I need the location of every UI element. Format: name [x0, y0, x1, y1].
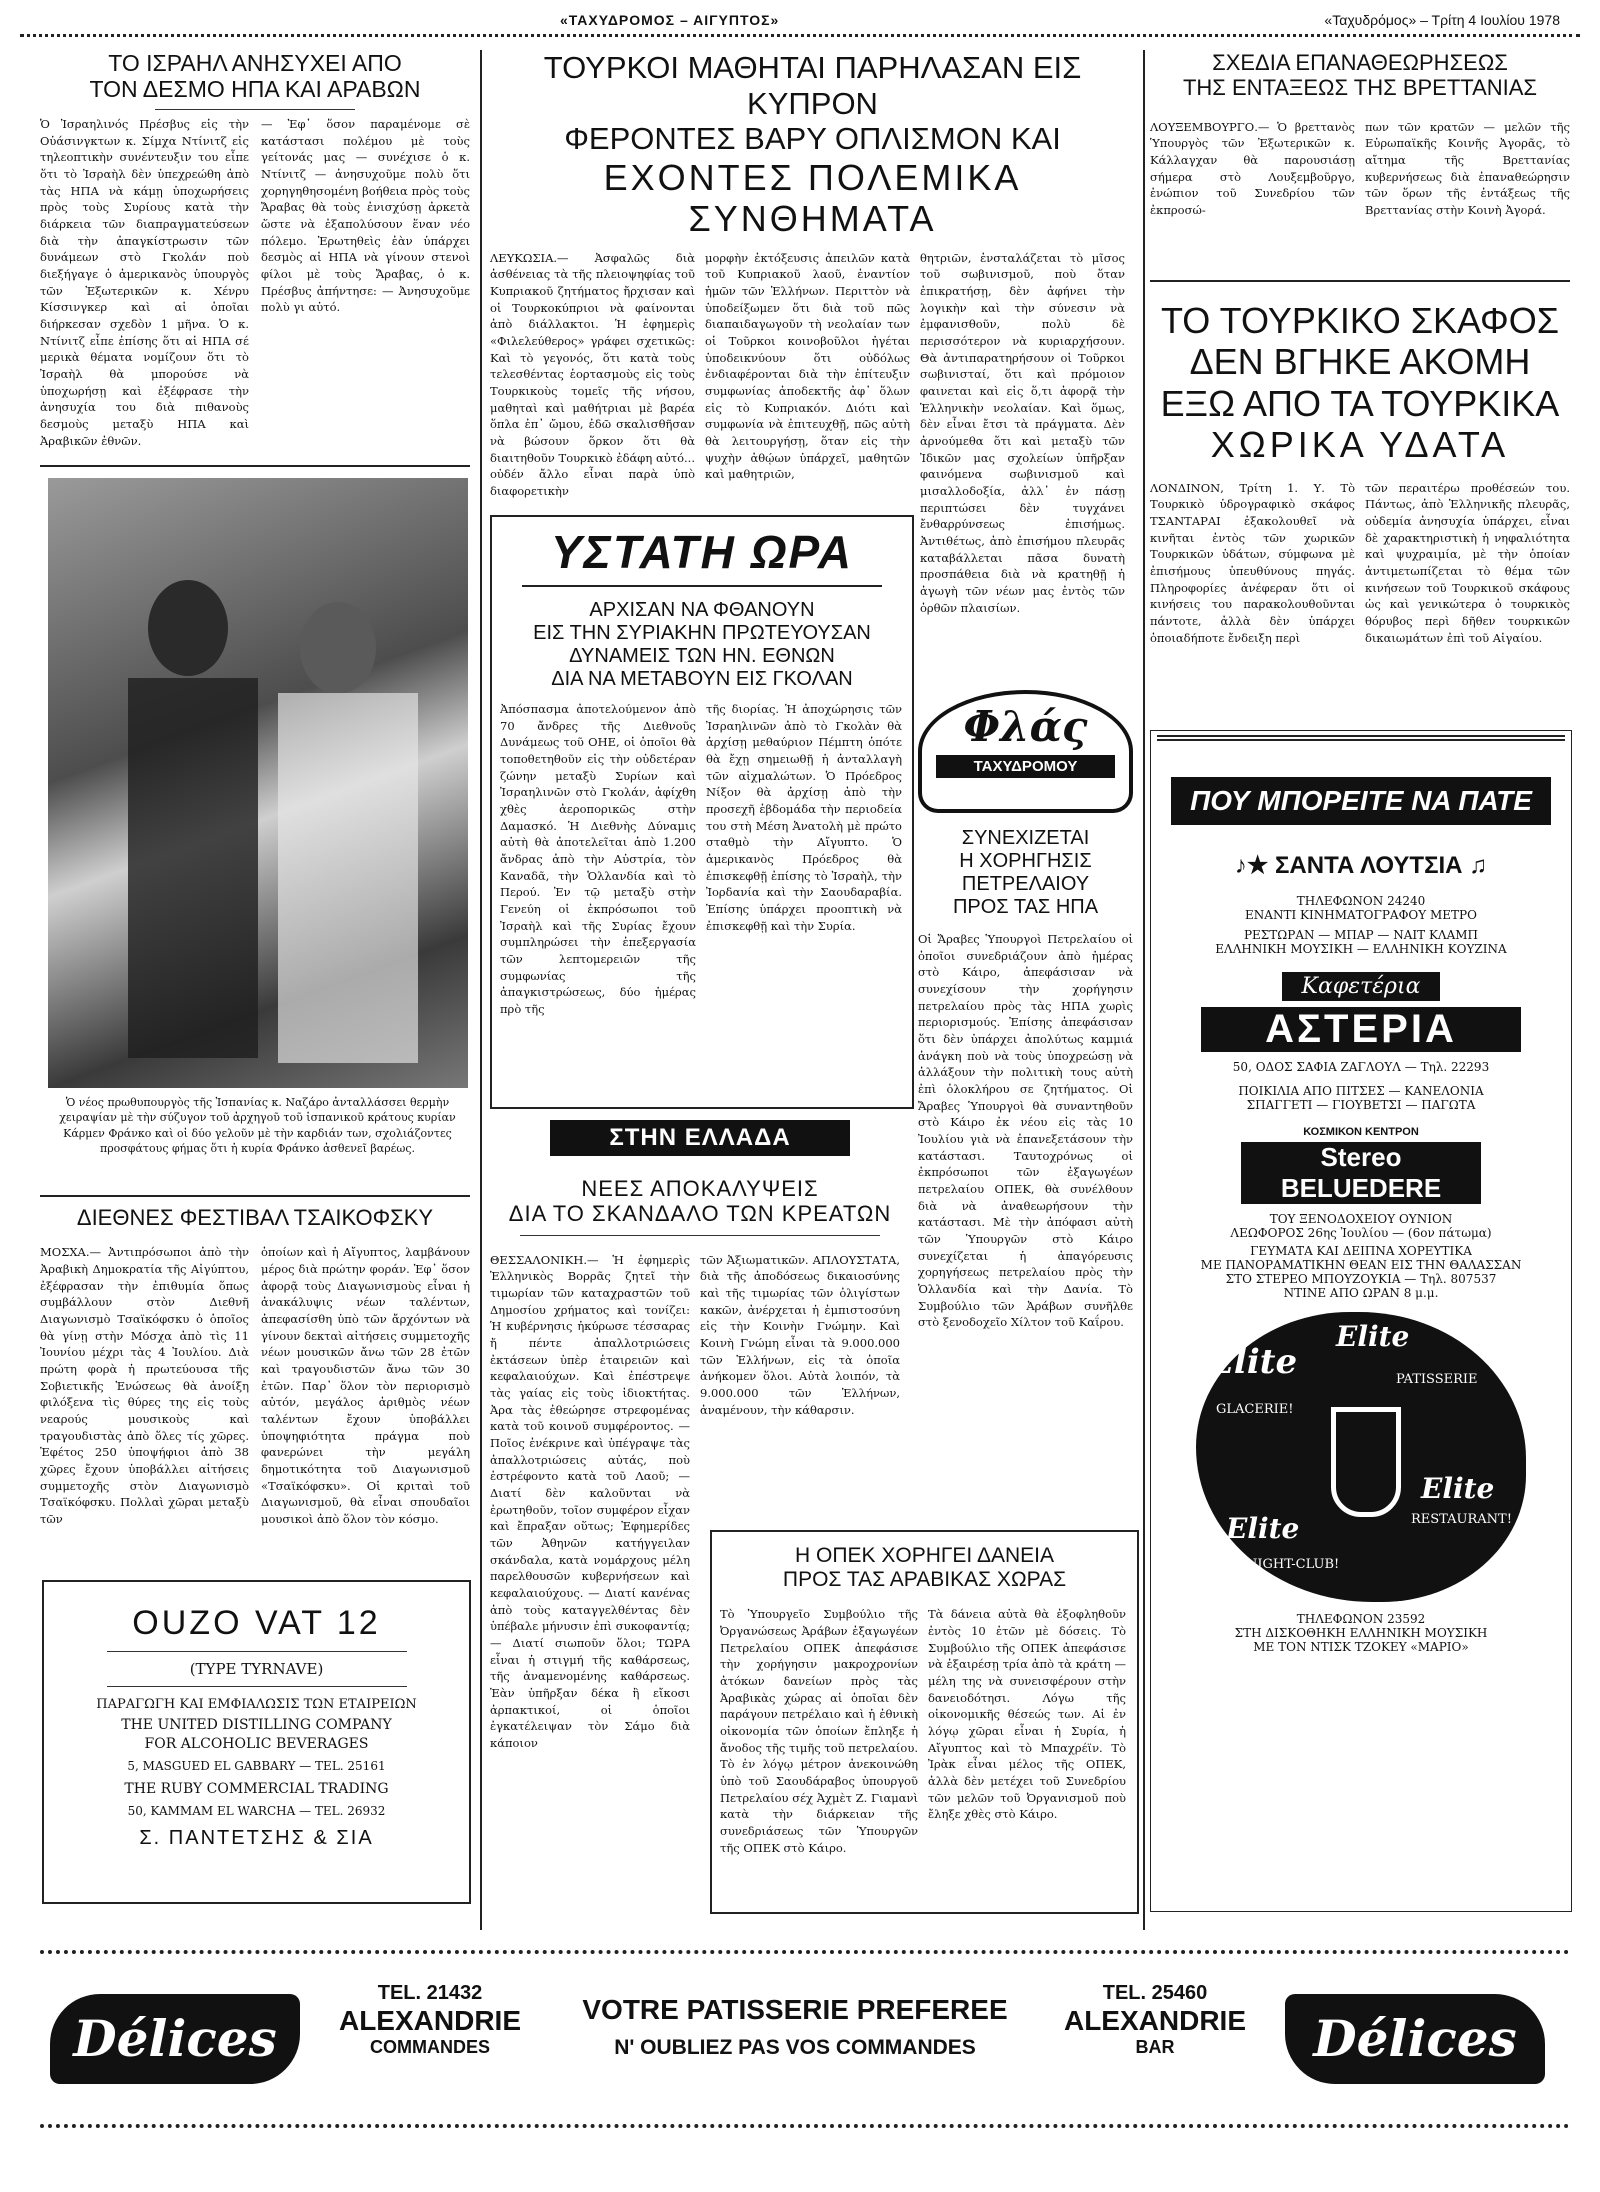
last-hour-box — [490, 515, 914, 1109]
last-hour-title-line: ΑΡΧΙΣΑΝ ΝΑ ΦΘΑΝΟΥΝ — [589, 599, 815, 621]
israel-body: Ὁ Ἰσραηλινός Πρέσβυς εἰς τὴν Οὐάσινγκτων κ. Σίμχα Ντίνιτζ εἰς τηλεοπτικὴν συνέντευξιν του εἶπε ὅτι τὸ Ἰσραὴλ δὲν ὑπεχρεώθη ἀπὸ τὰς ΗΠΑ νὰ κάμῃ ὑποχωρήσεις πρὸς τοὺς Συρίους κατὰ τὴν διάρκεια τῶν διαπραγματεύσεων διὰ τὴν ἀπαγκίστρωσιν τῶν δυνάμεων στὸ Γκολάν ποὺ διεξήγαγε ὁ ἀμερικανὸς ὑπουργὸς τῶν Ἐξωτερικῶν κ. Χένρυ Κίσσινγκερ καὶ αἱ ὁποῖαι διήρκεσαν σχεδὸν 1 μῆνα. Ὁ κ. Ντίνιτζ εἶπε ἐπίσης ὅτι αἱ ΗΠΑ σέ μερικὰ θέματα νομίζουν ὅτι τὸ Ἰσραὴλ θὰ μπορούσε νὰ ὑποχωρήσῃ καὶ ἐξέφρασε τὴν ἀνησυχία του διὰ πιθανοὺς δεσμοὺς μεταξὺ ΗΠΑ καὶ Ἀραβικῶν ἐθνῶν. — [40, 116, 249, 448]
britain-title-line: ΣΧΕΔΙΑ ΕΠΑΝΑΘΕΩΡΗΣΕΩΣ — [1212, 50, 1508, 75]
vessel-title-line: ΤΟ ΤΟΥΡΚΙΚΟ ΣΚΑΦΟΣ — [1160, 300, 1560, 341]
delices-city: ALEXANDRIE — [1063, 2005, 1246, 2036]
elite-patisserie: PATISSERIE — [1396, 1372, 1478, 1387]
israel-body: — Ἐφ᾽ ὅσον παραμένομε σὲ κατάστασι πολέμου μὲ τοὺς γείτονάς μας — συνέχισε ὁ κ. Ντίνιτζ — ἀνησυχοῦμε πολὺ ὅτι χορηγηθησομένη βοήθεια πρὸς τοὺς Ἄραβας θὰ τοὺς ἐνισχύσῃ ἀρκετὰ ὥστε νὰ ἐξαπολύσουν ἕναν νέο πόλεμο. Ἐρωτηθεὶς ἐὰν ὑπάρχει δεσμὸς αἱ ΗΠΑ νὰ γίνουν στενοὶ φίλοι μὲ τοὺς Ἄραβας, ὁ κ. Πρέσβυς ἀπήντησε: — Ἀνησυχοῦμε πολὺ γι αὐτό. — [261, 116, 470, 315]
column-rule — [480, 50, 482, 1930]
last-hour-label: ΥΣΤΑΤΗ ΩΡΑ — [550, 526, 854, 578]
elite-ad — [1196, 1312, 1526, 1602]
santa-lucia-line: ΡΕΣΤΩΡΑΝ — ΜΠΑΡ — ΝΑΙΤ ΚΛΑΜΠ — [1243, 928, 1479, 942]
asteria-line: ΣΠΑΓΓΕΤΙ — ΓΙΟΥΒΕΤΣΙ — ΠΑΓΩΤΑ — [1246, 1098, 1476, 1112]
elite-logo: Elite — [1421, 1472, 1495, 1505]
vessel-body: ΛΟΝΔΙΝΟΝ, Τρίτη 1. Υ. Τὸ Τουρκικὸ ὑδρογραφικὸ σκάφος ΤΣΑΝΤΑΡΑΙ ἐξακολουθεῖ νὰ κινῆται ἐντὸς τῶν χωρικῶν Τουρκικῶν ὑδάτων, σύμφωνα μὲ ἐπισήμους ὑπευθύνους πηγάς. Πληροφορίες ἀνέφεραν ὅτι οἱ κινήσεις του παρακολουθοῦνται πάντοτε, ἀλλὰ δὲν ὑπάρχει ὁποιαδήποτε ἔνδειξη περὶ — [1150, 480, 1355, 645]
turkish-body: ΛΕΥΚΩΣΙΑ.— Ἀσφαλῶς διὰ ἀσθένειας τὰ τῆς πλειοψηφίας τοῦ Κυπριακοῦ ζητήματος ἤρχισαν καὶ οἱ Τουρκοκύπριοι νὰ φαίνονται ἀπὸ διάλλακτοι. Ἡ ἐφημερὶς «Φιλελεύθερος» γράφει σχετικῶς: Καὶ τὸ γεγονός, ὅτι κατὰ τοὺς τελεσθέντας ἑορτασμοὺς εἰς τοὺς Τουρκικοὺς τομεῖς τῆς νήσου, μαθηταὶ καὶ μαθήτριαι μὲ βαρέα ὅπλα ἐπ᾽ ὤμου, ἐδῶ σκαλισθῆσαν νὰ βώσουν ὅρκον ὅτι θὰ διαιτηθοῦν Τουρκικὸ ἐδάφη αὐτό... οὐδέν ἄλλο εἶναι παρὰ ὑπὸ διαφορετικὴν — [490, 250, 695, 499]
asteria-script: Καφετέρια — [1282, 972, 1441, 1001]
flash-article — [918, 690, 1133, 1621]
belvedere-tag: ΚΟΣΜΙΚΟΝ ΚΕΝΤΡΟΝ — [1303, 1126, 1419, 1138]
ouzo-name: OUZO VAT 12 — [132, 1604, 381, 1642]
header-center: «ΤΑΧΥΔΡΟΜΟΣ – ΑΙΓΥΠΤΟΣ» — [560, 12, 780, 28]
elite-logo: Elite — [1336, 1320, 1410, 1353]
opec-body: Τὰ δάνεια αὐτὰ θὰ ἐξοφληθοῦν ἐντὸς 10 ἐτῶν μὲ δόσεις. Τὸ Συμβούλιο τῆς ΟΠΕΚ ἀπεφάσισε νὰ ἐξαιρέσῃ τρία ἀπὸ τὰ κράτη — μέλη της νὰ συνεισφέρουν στὴν δανειοδότησι. Λόγω τῆς οἰκονομικῆς θέσεώς των. Αἱ ἐν λόγῳ χῶραι εἶναι ἡ Συρία, ἡ Αἴγυπτος καὶ τὸ Μπαχρέϊν. Τὸ Ἰρὰκ εἶναι μέλος τῆς ΟΠΕΚ, ἀλλὰ δὲν μετέχει τοῦ Συνεδρίου τῶν μελῶν τοῦ Ὀργανισμοῦ ποὺ ἔληξε χθὲς στὸ Κάιρο. — [928, 1607, 1126, 1822]
opec-body: Τὸ Ὑπουργεῖο Συμβούλιο τῆς Ὀργανώσεως Ἀράβων ἐξαγωγέων Πετρελαίου ΟΠΕΚ ἀπεφάσισε τὴν χορήγησιν μακροχρονίων ἀτόκων δανείων πρὸς τὰς Ἀραβικὰς χώρας αἱ ὁποῖαι δὲν παράγουν πετρέλαιο καὶ ἡ ἐθνικὴ οἰκονομία τῶν ὁποίων ἔπληξε ἡ ἄνοδος τῆς τιμῆς τοῦ πετρελαίου. Τὸ ἐν λόγῳ μέτρον ἀνεκοινώθη ὑπὸ τοῦ Σαουδάραβος ὑπουργοῦ Πετρελαίου σέχ Ἀχμὲτ Ζ. Γιαμανὶ κατὰ τὴν διάρκειαν τῆς συνεδριάσεως τῶν Ὑπουργῶν τῆς ΟΠΕΚ στὸ Κάιρο. — [720, 1607, 918, 1855]
santa-lucia-tel: ΤΗΛΕΦΩΝΟΝ 24240 — [1296, 894, 1426, 908]
britain-article — [1150, 50, 1570, 219]
britain-body: ΛΟΥΞΕΜΒΟΥΡΓΟ.— Ὁ βρεττανὸς Ὑπουργὸς τῶν Ἐξωτερικῶν κ. Κάλλαγχαν θὰ παρουσιάσῃ σήμερα στὸ Λουξεμβοῦργο, ἐνώπιον τοῦ Συνεδρίου τῶν ἐκπροσώ- — [1150, 119, 1355, 217]
belvedere-ad — [1151, 1126, 1571, 1300]
where-to-go-banner: ΠΟΥ ΜΠΟΡΕΙΤΕ ΝΑ ΠΑΤΕ — [1171, 777, 1551, 825]
elite-logo: Elite — [1226, 1512, 1300, 1545]
britain-body: πων τῶν κρατῶν — μελῶν τῆς Εὐρωπαϊκῆς Κοινῆς Ἀγορᾶς, τὸ αἴτημα τῆς Βρεττανίας κυβερνήσεως διὰ ἐπαναθεώρησιν τῶν ὅρων τῆς ἐντάξεως τῆς Βρεττανίας στὴν Κοινὴ Ἀγορά. — [1365, 119, 1570, 217]
ouzo-line: 5, MASGUED EL GABBARY — TEL. 25161 — [127, 1758, 386, 1773]
glass-icon — [1331, 1407, 1401, 1517]
delices-ad — [40, 1950, 1570, 2128]
delices-sub: COMMANDES — [370, 2037, 490, 2057]
santa-lucia-ad — [1151, 851, 1571, 956]
news-photo — [48, 478, 468, 1088]
last-hour-title-line: ΕΙΣ ΤΗΝ ΣΥΡΙΑΚΗΝ ΠΡΩΤΕΥΟΥΣΑΝ — [533, 622, 871, 644]
turkish-body: θητριῶν, ἐνσταλάζεται τὸ μῖσος τοῦ σωβινισμοῦ, ποὺ ὅταν ἐπικρατήσῃ, δὲν ἀφήνει τὴν λογικὴν καὶ τὴν σύνεσιν νὰ ἐμφανισθοῦν, πολὺ δὲ περισσότερον νὰ κυριαρχήσουν. Θὰ ἀντιπαρατηρήσουν οἱ Τοῦρκοι σωβινισταί, ὅτι καὶ πρόμοιον φαινεται καὶ εἰς ὅ,τι ἀφορᾷ τὴν Ἑλληνικὴν νεολαίαν. Καὶ ὅμως, δὲν εἶναι ἔτσι τὰ πράγματα. Δὲν ἀρνούμεθα ὅτι καὶ μεταξὺ τῶν Ἰδικῶν μας σχολείων ὑπῆρξαν φαινόμενα σωβινισμοῦ καὶ μισαλλοδοξία, ἀλλ᾽ ἐν πάσῃ περιπτώσει δὲν τυγχάνει ἔνθαρρύνσεως ἐπισήμως. Ἀντιθέτως, ἀπὸ ἐπισήμου πλευρᾶς καταβάλλεται πᾶσα δυνατὴ προσπάθεια διὰ νὰ κρατηθῇ ἡ ἀγωγὴ τῶν νέων μας ἐντὸς τῶν ὀρθῶν πλαισίων. — [920, 250, 1125, 615]
ouzo-line: THE RUBY COMMERCIAL TRADING — [124, 1780, 389, 1797]
festival-body: ὁποίων καὶ ἡ Αἴγυπτος, λαμβάνουν μέρος διὰ πρώτην φοράν. Ἐφ᾽ ὅσον ἀφορᾷ τοὺς Διαγωνισμοὺς εἶναι ἡ ἀνακάλυψις νέων ταλέντων, ἀπεφασίσθη ὑπὸ τῶν ἄρχόντων νὰ γίνουν δεκταὶ αἰτήσεις συμμετοχῆς νέων μουσικῶν ἄνω τῶν 28 ἐτῶν καὶ τραγουδιστῶν ἄνω τῶν 30 ἐτῶν. Παρ᾽ ὅλον τὸν περιορισμὸ αὐτόν, μεγάλος ἀριθμὸς νέων ταλέντων ἔχουν ὑποβάλλει ὑποψηφιότητα πράγμα ποὺ φανερώνει τὴν μεγάλη δημοτικότητα τοῦ Διαγωνισμοῦ «Τσαϊκόφσκυ». Οἱ κριταὶ τοῦ Διαγωνισμοῦ, θὰ εἶναι σπουδαῖοι μουσικοὶ ἀπὸ ὅλον τὸν κόσμο. — [261, 1245, 470, 1527]
flash-title-line: ΠΕΤΡΕΛΑΙΟΥ — [961, 873, 1090, 895]
belvedere-line: ΤΟΥ ΞΕΝΟΔΟΧΕΙΟΥ ΟΥΝΙΟΝ — [1269, 1212, 1453, 1226]
elite-restaurant: RESTAURANT! — [1411, 1512, 1512, 1527]
delices-logo-right: Délices — [1285, 1994, 1545, 2084]
asteria-addr: 50, ΟΔΟΣ ΣΑΦΙΑ ΖΑΓΛΟΥΛ — Τηλ. 22293 — [1232, 1060, 1490, 1074]
flash-body: Οἱ Ἄραβες Ὑπουργοὶ Πετρελαίου οἱ ὁποῖοι συνεδριάζουν ἀπὸ ἡμέρας στὸ Κάιρο, ἀπεφάσισαν νὰ συνεχίσουν τὴν χορήγησιν πετρελαίου πρὸς τὰς ΗΠΑ χωρὶς περιορισμούς. Ἐπίσης ἀπεφάσισαν ὅτι δὲν ὑπάρχει ἀπολύτως καμμιά ἀνάγκη ποὺ νὰ τοὺς ὑποχρεώσῃ νὰ ἀλλάξουν τὴν πολιτικὴ τους αὐτὴ ἐπὶ ὁλοκλήρου σε ζητήματος. Οἱ Ἄραβες Ὑπουργοὶ θὰ συναντηθοῦν στὸ Κάιρο ἐκ νέου εἰς τὰς 10 Ἰουλίου γιὰ νὰ ἐπανεξετάσουν τὴν κατάστασι. Ταυτοχρόνως οἱ ἐκπρόσωποι τῶν ἐξαγωγέων πετρελαίου ΟΠΕΚ, θὰ συνέλθουν διὰ νὰ ἀναθεωρήσουν τὴν κατάστασι. Μὲ τὴν ἀπόφασι αὐτὴ τῶν Ὑπουργῶν στὸ Κάιρο συνεχίζεται ἡ ἀπαγόρευσις χορηγήσεως πετρελαίου πρὸς τὴν Ὁλλανδία καὶ τὴν Δανία. Τὸ Συμβούλιο τῶν Ἀράβων συνῆλθε στὸ ξενοδοχεῖο Χίλτον τοῦ Καΐρου. — [918, 932, 1133, 1330]
delices-city: ALEXANDRIE — [338, 2005, 521, 2036]
festival-body: ΜΟΣΧΑ.— Ἀντιπρόσωποι ἀπὸ τὴν Ἀραβικὴ Δημοκρατία τῆς Αἰγύπτου, ἐξέφρασαν τὴν ἐπιθυμία ὅπως συμβάλλουν στὸν Διεθνῆ Διαγωνισμὸ Τσαϊκόφσκυ ὁ ὁποῖος θὰ γίνῃ στὴν Μόσχα ἀπὸ τὶς 11 Ἰουνίου μέχρι τὰς 4 Ἰουλίου. Διὰ πρώτη φορὰ ἡ πρωτεύουσα τῆς Σοβιετικῆς Ἑνώσεως θὰ ἀνοίξη φιλόξενα τὶς θύρες της εἰς τοὺς νεαρούς μουσικοὺς καὶ τραγουδιστὰς ἀπὸ ὅλες τίς χῶρες. Ἐφέτος 250 ὑποψήφιοι ἀπὸ 38 χῶρες ἔχουν ὑποβάλλει αἰτήσεις συμμετοχῆς στὸν Διαγωνισμὸ Τσαϊκόφσκυ. Πολλαὶ χῶραι μεταξὺ τῶν — [40, 1245, 249, 1527]
elite-tel: ΤΗΛΕΦΩΝΟΝ 23592 — [1296, 1612, 1426, 1626]
vessel-body: τῶν περαιτέρω προθέσεών του. Πάντως, ἀπὸ Ἑλληνικῆς πλευρᾶς, οὐδεμία ἀνησυχία ὑπάρχει, εἶναι δὲ χαρακτηριστικὴ ἡ νηφαλιότητα καὶ ψυχραιμία, μὲ τὴν ὁποίαν ἀντιμετωπίζεται τὸ θέμα τῶν κινήσεων τοῦ Τουρκικοῦ σκάφους ὡς καὶ γενικώτερα ὁ τουρκικὸς θόρυβος περὶ δῆθεν τουρκικῶν δικαιωμάτων ἐπὶ τοῦ Αἰγαίου. — [1365, 480, 1570, 645]
delices-tel: TEL. 25460 — [1102, 1982, 1208, 2004]
flash-title-line: ΣΥΝΕΧΙΖΕΤΑΙ — [961, 827, 1090, 849]
flash-logo — [918, 690, 1133, 813]
flash-logo-text: Φλάς — [963, 702, 1088, 751]
flash-title-line: ΠΡΟΣ ΤΑΣ ΗΠΑ — [952, 896, 1099, 918]
asteria-line: ΠΟΙΚΙΛΙΑ ΑΠΟ ΠΙΤΣΕΣ — ΚΑΝΕΛΟΝΙΑ — [1238, 1084, 1484, 1098]
photo-caption: Ὁ νέος πρωθυπουργὸς τῆς Ἱσπανίας κ. Ναζάρο ἀνταλλάσσει θερμὴν χειραψίαν μὲ τὴν σύζυγον τοῦ ἀρχηγοῦ τοῦ ἰσπανικοῦ κράτους κυρίαν Κάρμεν Φράνκο καὶ οἱ δύο γελοῦν μὲ τὴν καρδιάν των, σχολιάζοντες προσφάτους φήμας ὅτι ἡ κυρία Φράνκο ἀσθενεῖ βαρέως. — [59, 1096, 456, 1156]
vessel-title-line: ΧΩΡΙΚΑ ΥΔΑΤΑ — [1210, 424, 1510, 466]
vessel-title-line: ΔΕΝ ΒΓΗΚΕ ΑΚΟΜΗ — [1189, 341, 1531, 383]
santa-lucia-name — [1151, 851, 1571, 880]
photo-figures-icon — [48, 478, 468, 1088]
elite-line: ΣΤΗ ΔΙΣΚΟΘΗΚΗ ΕΛΛΗΝΙΚΗ ΜΟΥΣΙΚΗ — [1234, 1626, 1488, 1640]
delices-slogan: VOTRE PATISSERIE PREFEREE — [582, 1994, 1008, 2025]
flash-logo-sub: ΤΑΧΥΔΡΟΜΟΥ — [936, 755, 1115, 778]
belvedere-line: ΣΤΟ ΣΤΕΡΕΟ ΜΠΟΥΖΟΥΚΙΑ — Τηλ. 807537 — [1225, 1272, 1497, 1286]
ouzo-line: ΠΑΡΑΓΩΓΗ ΚΑΙ ΕΜΦΙΑΛΩΣΙΣ ΤΩΝ ΕΤΑΙΡΕΙΩΝ — [96, 1697, 417, 1712]
belvedere-name: Stereo BELUEDERE — [1241, 1142, 1481, 1204]
greece-label: ΣΤΗΝ ΕΛΛΑΔΑ — [550, 1120, 850, 1156]
belvedere-line: ΜΕ ΠΑΝΟΡΑΜΑΤΙΚΗΝ ΘΕΑΝ ΕΙΣ ΤΗΝ ΘΑΛΑΣΣΑΝ — [1200, 1258, 1522, 1272]
ouzo-line: FOR ALCOHOLIC BEVERAGES — [144, 1736, 369, 1753]
delices-logo-left: Délices — [50, 1994, 300, 2084]
where-to-go-ads — [1150, 730, 1572, 1912]
ouzo-ad — [42, 1580, 471, 1904]
israel-article — [40, 50, 470, 448]
delices-slogan: N' OUBLIEZ PAS VOS COMMANDES — [614, 2036, 976, 2059]
belvedere-line: ΓΕΥΜΑΤΑ ΚΑΙ ΔΕΙΠΝΑ ΧΟΡΕΥΤΙΚΑ — [1250, 1244, 1472, 1258]
turkish-title-line: ΤΟΥΡΚΟΙ ΜΑΘΗΤΑΙ ΠΑΡΗΛΑΣΑΝ ΕΙΣ ΚΥΠΡΟΝ — [543, 50, 1082, 121]
festival-article — [40, 1205, 470, 1574]
ouzo-dealer: Σ. ΠΑΝΤΕΤΣΗΣ & ΣΙΑ — [139, 1826, 374, 1849]
asteria-ad — [1151, 972, 1571, 1112]
elite-glacerie: GLACERIE! — [1216, 1402, 1294, 1417]
santa-lucia-title: ΣΑΝΤΑ ΛΟΥΤΣΙΑ — [1275, 852, 1463, 879]
page-header — [20, 8, 1580, 37]
elite-logo: Elite — [1208, 1342, 1298, 1382]
britain-title-line: ΤΗΣ ΕΝΤΑΞΕΩΣ ΤΗΣ ΒΡΕΤΤΑΝΙΑΣ — [1182, 75, 1538, 101]
elite-night: NIGHT-CLUB! — [1246, 1557, 1340, 1572]
last-hour-title-line: ΔΙΑ ΝΑ ΜΕΤΑΒΟΥΝ ΕΙΣ ΓΚΟΛΑΝ — [551, 668, 853, 690]
festival-title: ΔΙΕΘΝΕΣ ΦΕΣΤΙΒΑΛ ΤΣΑΙΚΟΦΣΚΥ — [76, 1205, 434, 1230]
delices-tel: TEL. 21432 — [377, 1982, 483, 2004]
ouzo-type: (TYPE TYRNAVE) — [189, 1660, 324, 1678]
belvedere-line: ΛΕΩΦΟΡΟΣ 26ης Ἰουλίου — (6ον πάτωμα) — [1230, 1226, 1492, 1240]
asteria-name: ΑΣΤΕΡΙΑ — [1201, 1007, 1521, 1052]
opec-title-line: ΠΡΟΣ ΤΑΣ ΑΡΑΒΙΚΑΣ ΧΩΡΑΣ — [782, 1568, 1067, 1592]
header-date: «Ταχυδρόμος» – Τρίτη 4 Ιουλίου 1978 — [1324, 12, 1560, 28]
turkish-title-line: ΦΕΡΟΝΤΕΣ ΒΑΡΥ ΟΠΛΙΣΜΟΝ ΚΑΙ — [564, 121, 1061, 157]
santa-lucia-addr: ΕΝΑΝΤΙ ΚΙΝΗΜΑΤΟΓΡΑΦΟΥ ΜΕΤΡΟ — [1245, 908, 1477, 922]
elite-line: ΜΕ ΤΟΝ ΝΤΙΣΚ ΤΖΟΚΕΥ «ΜΑΡΙΟ» — [1253, 1640, 1469, 1654]
ouzo-line: 50, KAMMAM EL WARCHA — TEL. 26932 — [127, 1804, 386, 1819]
israel-title-line: ΤΟ ΙΣΡΑΗΛ ΑΝΗΣΥΧΕΙ ΑΠΟ — [108, 50, 402, 76]
opec-article — [710, 1530, 1139, 1914]
greece-title-line: ΔΙΑ ΤΟ ΣΚΑΝΔΑΛΟ ΤΩΝ ΚΡΕΑΤΩΝ — [508, 1201, 892, 1227]
flash-title-line: Η ΧΟΡΗΓΗΣΙΣ — [959, 850, 1092, 872]
vessel-article — [1150, 300, 1570, 680]
israel-title-line: ΤΟΝ ΔΕΣΜΟ ΗΠΑ ΚΑΙ ΑΡΑΒΩΝ — [89, 76, 421, 103]
greece-body: τῶν Ἀξιωματικῶν. ΑΠΛΟΥΣΤΑΤΑ, διὰ τῆς ἀποδόσεως δικαιοσύνης καὶ τῆς τιμωρίας τῶν ὀλιγίστων κακῶν, ἀνέρχεται ἡ ἐμπιστοσύνη εἰς τὴν Κοινὴν Γνώμην. Καὶ Κοινὴ Γνώμη εἶναι τὰ 9.000.000 τῶν Ἑλλήνων, εἰς τὰ ὁποῖα ἀνήκομεν ὅλοι. Αὐτὰ λοιπόν, τὰ 9.000.000 τῶν Ἑλλήνων, ἀναμένουν, τὴν κάθαρσιν. — [700, 1252, 900, 1417]
guitar-icon: ♪★ — [1234, 852, 1275, 879]
vessel-title-line: ΕΞΩ ΑΠΟ ΤΑ ΤΟΥΡΚΙΚΑ — [1160, 382, 1560, 424]
turkish-title-line: ΕΧΟΝΤΕΣ ΠΟΛΕΜΙΚΑ ΣΥΝΘΗΜΑΤΑ — [603, 156, 1022, 240]
delices-sub: BAR — [1135, 2037, 1175, 2057]
belvedere-line: ΝΤΙΝΕ ΑΠΟ ΩΡΑΝ 8 μ.μ. — [1283, 1286, 1439, 1300]
turkish-body: μορφὴν ἐκτόξευσις ἀπειλῶν κατὰ τοῦ Κυπριακοῦ λαοῦ, ἐναντίον ἡμῶν τῶν Ἑλλήνων. Περιττὸν νὰ ὑποδείξωμεν ὅτι διὰ τοῦ πῶς διαπαιδαγωγοῦν τὴ νεολαίαν των οἱ Τοῦρκοι κοινοβοῦλοι ἠγέται ὑποδεικνύουν ὅτι οὐδόλως ἐνδιαφέρονται διὰ τὴν ἐπίτευξιν συμφωνίας ἀποδεκτῆς ἀφ᾽ ὅλων εἰς τὸ Κυπριακόν. Διότι καὶ συμφωνία νὰ ἐπιτευχθῇ, πῶς αὐτὴ θὰ λειτουργήσῃ, ὅταν εἰς τὴν ψυχὴν ἀθῴων ὑπάρχεῖ, μαθητῶν καὶ μαθητριῶν, — [705, 250, 910, 482]
greece-body: ΘΕΣΣΑΛΟΝΙΚΗ.— Ἡ ἐφημερὶς Ἑλληνικὸς Βορρᾶς ζητεῖ τὴν τιμωρίαν τῶν καταχραστῶν τοῦ Δημοσίου χρήματος καὶ τονίζει: Ἡ κυβέρνησις ἠκύρωσε τέσσαρας ἤ πέντε ἀπαλλοτριώσεις ἐκτάσεων ὑπὲρ ἑταιρειῶν καὶ κεφαλαιούχων. Καὶ ἐπέστρεψε τὰς γαίας εἰς τοὺς ἰδιοκτήτας. Ἀρα τὰς ἐθεώρησε στρεφομένας κατὰ τοῦ κοινοῦ συμφέροντος. — Ποῖος ἐνέκρινε καὶ ὑπέγραψε τὰς ἀπαλλοτριώσεις αὐτάς, ποὺ ἐστρέφοντο κατὰ τοῦ Λαοῦ; — Διατί δὲν καλοῦνται νὰ ἐρωτηθοῦν, τοῖον συμφέρον εἶχαν καὶ ἔπραξαν οὕτως; Ἐφημερίδες τῶν Ἀθηνῶν κατήγγειλαν σκάνδαλα, κατὰ νομάρχους μέλη παρελθουσῶν κυβερνήσεων καὶ κεφαλαιούχους. — Διατί κανένας ἀπὸ τοὺς καταγγελθέντας δὲν ὑπέβαλε μήνυσιν ἐπὶ συκοφαντίᾳ; — Διατί σιωποῦν ὅλοι; ΤΩΡΑ εἶναι ἡ στιγμή τῆς καθάρσεως, τῆς ἀναμενομένης καθάρσεως. Ἐὰν ὑπῆρξαν δέκα ἢ εἴκοσι ἀρπακτικοί, οἱ ὁποῖοι ἐγκατέλειψαν τὸν Σάμο διὰ κάποιον — [490, 1252, 690, 1751]
last-hour-body: τῆς διορίας. Ἡ ἀποχώρησις τῶν Ἰσραηλινῶν ἀπὸ τὸ Γκολὰν θὰ ἀρχίσῃ μεθαύριον Πέμπτη ὁπότε θὰ ἔχῃ σημειωθῇ ἡ ἀνταλλαγὴ τῶν αἰχμαλώτων. Ὁ Πρόεδρος Νίξον θὰ ἀρχίσῃ ἀπὸ τὴν προσεχῆ ἑβδομάδα τὴν περιοδεία του στὴ Μέση Ἀνατολὴ μὲ πρώτο σταθμὸ τὴν Αἴγυπτο. Ὁ ἀμερικανὸς Πρόεδρος θὰ ἐπισκεφθῇ ἐπίσης τὸ Ἰσραὴλ, τὴν Ἰορδανία καὶ τὴν Σαουδαραβία. Ἐπίσης ὑπάρχει προοπτικὴ νὰ ἐπισκεφθῇ καὶ τὴν Συρία. — [706, 702, 902, 933]
note-icon: ♫ — [1462, 852, 1488, 879]
ouzo-line: THE UNITED DISTILLING COMPANY — [121, 1716, 392, 1733]
last-hour-title-line: ΔΥΝΑΜΕΙΣ ΤΩΝ ΗΝ. ΕΘΝΩΝ — [569, 645, 835, 667]
greece-title-line: ΝΕΕΣ ΑΠΟΚΑΛΥΨΕΙΣ — [581, 1176, 819, 1201]
opec-title-line: Η ΟΠΕΚ ΧΟΡΗΓΕΙ ΔΑΝΕΙΑ — [795, 1544, 1054, 1567]
santa-lucia-line: ΕΛΛΗΝΙΚΗ ΜΟΥΣΙΚΗ — ΕΛΛΗΝΙΚΗ ΚΟΥΖΙΝΑ — [1215, 942, 1507, 956]
column-rule — [1143, 50, 1145, 1930]
last-hour-body: Ἀπόσπασμα ἀποτελούμενον ἀπὸ 70 ἄνδρες τῆς Διεθνοῦς Δυνάμεως τοῦ ΟΗΕ, οἱ ὁποῖοι θὰ τοποθετηθοῦν εἰς τὴν οὐδετέραν ζώνην μεταξὺ Συρίων καὶ Ἰσραηλινῶν στὸ Γκολάν, ἀφίχθη χθὲς ἀεροπορικῶς στὴν Δαμασκό. Ἡ Διεθνὴς Δύναμις αὐτὴ θὰ ἀποτελεῖται ἀπὸ 1.200 ἄνδρας ἀπὸ τὴν Αὐστρία, τὸν Καναδᾶ, τὴν Ὁλλανδία καὶ τὸ Περού. Ἐν τῷ μεταξὺ στὴν Γενεύη οἱ ἐκπρόσωποι τοῦ Ἰσραὴλ καὶ τῆς Συρίας ἔχουν συμπληρώσει τὴν ἐπεξεργασία τῶν λεπτομερειῶν τῆς συμφωνίας τῆς ἀπαγκιστρώσεως, δύο ἡμέρας πρὸ τῆς — [500, 702, 696, 1017]
